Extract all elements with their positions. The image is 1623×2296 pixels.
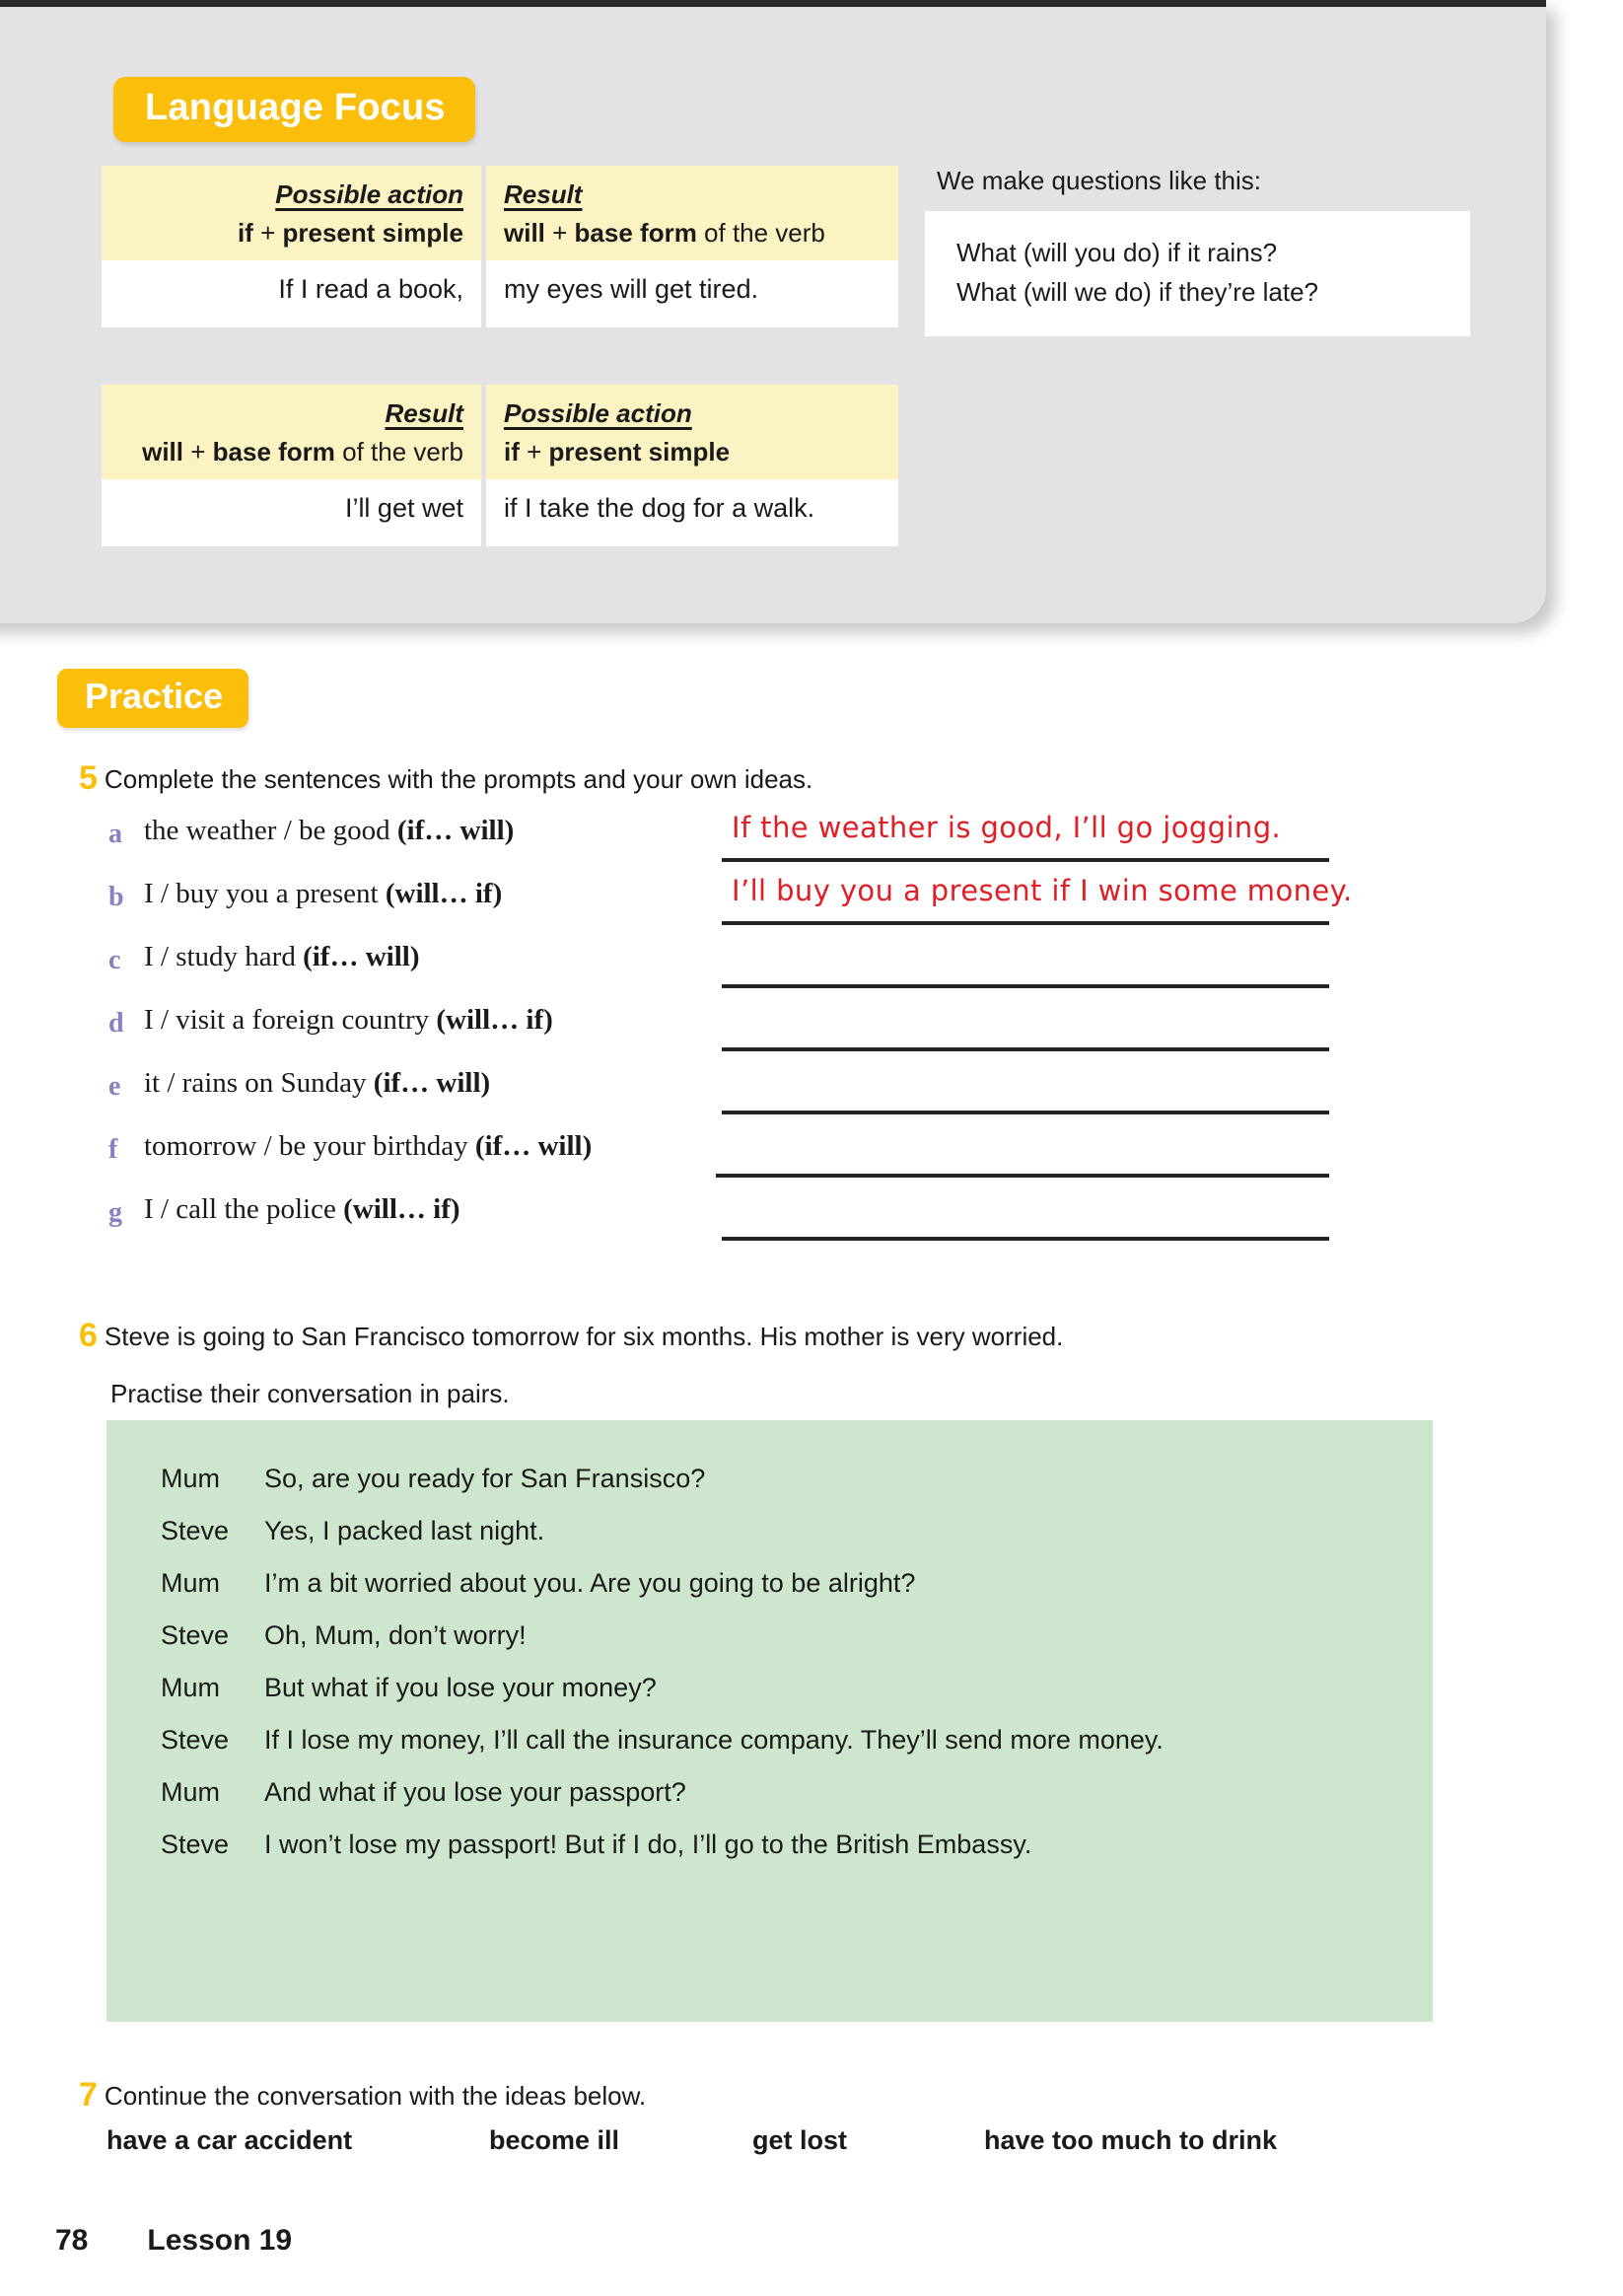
dialogue-speaker: Mum [161, 1777, 220, 1807]
question-example-1: What (will you do) if it rains? [956, 238, 1278, 267]
exercise-7-instruction [79, 2071, 1361, 2119]
dialogue-line [106, 1725, 1433, 1756]
grammar-table-1-right-header [486, 166, 898, 260]
list-item [108, 1063, 1489, 1126]
questions-box [925, 211, 1470, 336]
grammar-table-2-right-example-cell [486, 479, 898, 546]
grammar-table-1-left-example-cell [102, 260, 481, 327]
item-prompt-text: tomorrow / be your birthday [144, 1130, 475, 1162]
exercise-5-instruction-text: Complete the sentences with the prompts and your own ideas. [104, 764, 813, 794]
dialogue-line [106, 1464, 1433, 1494]
exercise-5-instruction [79, 754, 1164, 803]
item-hint: (will… if) [385, 878, 503, 909]
formula-plus: + [519, 437, 549, 466]
item-prompt-text: I / call the police [144, 1193, 344, 1225]
item-letter-b: b [108, 882, 124, 912]
grammar-table-1-left-column [102, 166, 481, 327]
dialogue-speaker: Mum [161, 1568, 220, 1598]
answer-line-f[interactable] [716, 1174, 1329, 1178]
exercise-6-instruction-line2: Practise their conversation in pairs. [110, 1379, 510, 1409]
dialogue-line [106, 1830, 1433, 1860]
grammar-table-2-left-example: I’ll get wet [344, 493, 463, 523]
idea-item-4: have too much to drink [984, 2125, 1278, 2155]
dialogue-line [106, 1673, 1433, 1703]
questions-intro: We make questions like this: [937, 166, 1261, 195]
exercise-7-instruction-text: Continue the conversation with the ideas below. [104, 2081, 647, 2111]
exercise-6-instruction [79, 1312, 1361, 1413]
grammar-table-1-left-example: If I read a book, [278, 274, 463, 304]
dialogue-text: So, are you ready for San Fransisco? [264, 1464, 706, 1493]
grammar-table-2-left-header-label: Result [385, 398, 463, 428]
answer-line-g[interactable] [722, 1237, 1329, 1241]
list-item [108, 874, 1489, 937]
item-prompt-e [144, 1067, 490, 1100]
dialogue-speaker: Steve [161, 1516, 230, 1545]
item-prompt-f [144, 1130, 592, 1163]
item-letter-a: a [108, 819, 122, 849]
answer-text-b: I’ll buy you a present if I win some money. [732, 874, 1353, 907]
formula-bold-if: if [237, 218, 253, 248]
formula-plus: + [252, 218, 283, 248]
item-hint: (if… will) [396, 815, 515, 846]
grammar-table-1 [102, 166, 898, 327]
exercise-7-number: 7 [79, 2076, 98, 2114]
item-hint: (if… will) [373, 1067, 491, 1099]
dialogue-text: I won’t lose my passport! But if I do, I’ll go to the British Embassy. [264, 1830, 1032, 1859]
item-prompt-text: the weather / be good [144, 815, 397, 846]
grammar-table-2-left-column [102, 385, 481, 546]
dialogue-text: Oh, Mum, don’t worry! [264, 1620, 527, 1650]
list-item [108, 811, 1489, 874]
exercise-6-number: 6 [79, 1317, 98, 1354]
idea-item-2: become ill [489, 2125, 620, 2155]
dialogue-line [106, 1620, 1433, 1651]
grammar-table-1-right-header-label: Result [504, 179, 583, 209]
grammar-table-2-right-header [486, 385, 898, 479]
formula-bold-base-form: base form [212, 437, 335, 466]
grammar-table-1-left-header-label: Possible action [275, 179, 463, 209]
item-letter-c: c [108, 945, 121, 975]
lesson-label: Lesson 19 [147, 2224, 293, 2257]
dialogue-line [106, 1568, 1433, 1599]
grammar-table-2-right-example: if I take the dog for a walk. [504, 493, 815, 523]
item-prompt-g [144, 1193, 460, 1226]
item-prompt-d [144, 1004, 553, 1037]
item-hint: (if… will) [303, 941, 420, 972]
grammar-table-2-right-header-label: Possible action [504, 398, 692, 428]
formula-bold-if: if [504, 437, 520, 466]
list-item [108, 937, 1489, 1000]
exercise-5-items [108, 811, 1489, 1253]
idea-item-3: get lost [752, 2125, 848, 2155]
dialogue-box [106, 1420, 1433, 2022]
item-hint: (will… if) [436, 1004, 553, 1036]
list-item [108, 1126, 1489, 1189]
answer-text-a: If the weather is good, I’ll go jogging. [732, 811, 1282, 844]
formula-bold-will: will [142, 437, 184, 466]
item-prompt-c [144, 941, 420, 973]
formula-bold-base-form: base form [574, 218, 697, 248]
language-focus-tab: Language Focus [113, 77, 475, 142]
dialogue-line [106, 1777, 1433, 1808]
answer-line-a[interactable] [722, 858, 1329, 862]
grammar-table-1-left-header-formula [119, 218, 463, 249]
answer-line-d[interactable] [722, 1047, 1329, 1051]
page-number: 78 [55, 2224, 89, 2257]
idea-item-1: have a car accident [106, 2125, 353, 2155]
grammar-table-1-right-header-formula [504, 218, 881, 249]
list-item [108, 1189, 1489, 1253]
grammar-table-1-right-example-cell [486, 260, 898, 327]
dialogue-text: If I lose my money, I’ll call the insurance company. They’ll send more money. [264, 1725, 1164, 1755]
grammar-table-2-left-header [102, 385, 481, 479]
item-prompt-text: it / rains on Sunday [144, 1067, 374, 1099]
question-example-2: What (will we do) if they’re late? [956, 277, 1319, 308]
exercise-5-number: 5 [79, 759, 98, 797]
grammar-table-2-right-header-formula [504, 437, 881, 467]
item-prompt-a [144, 815, 514, 847]
dialogue-text: But what if you lose your money? [264, 1673, 657, 1702]
answer-line-c[interactable] [722, 984, 1329, 988]
dialogue-speaker: Steve [161, 1725, 230, 1755]
answer-line-e[interactable] [722, 1111, 1329, 1114]
formula-tail: of the verb [334, 437, 463, 466]
item-hint: (will… if) [343, 1193, 460, 1225]
grammar-table-2-left-header-formula [119, 437, 463, 467]
exercise-6-instruction-line1: Steve is going to San Francisco tomorrow for six months. His mother is very worried. [104, 1322, 1064, 1351]
grammar-table-1-left-header [102, 166, 481, 260]
dialogue-text: I’m a bit worried about you. Are you going to be alright? [264, 1568, 916, 1598]
dialogue-speaker: Mum [161, 1673, 220, 1702]
item-prompt-text: I / buy you a present [144, 878, 386, 909]
dialogue-speaker: Steve [161, 1620, 230, 1650]
grammar-table-2 [102, 385, 898, 546]
formula-plus: + [183, 437, 213, 466]
dialogue-text: Yes, I packed last night. [264, 1516, 545, 1545]
item-letter-e: e [108, 1071, 121, 1102]
formula-tail: of the verb [696, 218, 825, 248]
item-prompt-text: I / study hard [144, 941, 304, 972]
item-letter-g: g [108, 1197, 122, 1228]
formula-bold-present-simple: present simple [548, 437, 731, 466]
formula-plus: + [544, 218, 575, 248]
answer-line-b[interactable] [722, 921, 1329, 925]
dialogue-speaker: Mum [161, 1464, 220, 1493]
item-prompt-text: I / visit a foreign country [144, 1004, 437, 1036]
dialogue-line [106, 1516, 1433, 1546]
practice-tab: Practice [57, 669, 248, 728]
formula-bold-present-simple: present simple [282, 218, 463, 248]
grammar-table-1-right-example: my eyes will get tired. [504, 274, 759, 304]
grammar-table-2-right-column [486, 385, 898, 546]
dialogue-text: And what if you lose your passport? [264, 1777, 686, 1807]
dialogue-speaker: Steve [161, 1830, 230, 1859]
item-letter-d: d [108, 1008, 124, 1039]
item-prompt-b [144, 878, 502, 910]
formula-bold-will: will [504, 218, 545, 248]
page-footer [55, 2224, 292, 2258]
grammar-table-2-left-example-cell [102, 479, 481, 546]
item-letter-f: f [108, 1134, 118, 1165]
list-item [108, 1000, 1489, 1063]
grammar-table-1-right-column [486, 166, 898, 327]
item-hint: (if… will) [474, 1130, 593, 1162]
